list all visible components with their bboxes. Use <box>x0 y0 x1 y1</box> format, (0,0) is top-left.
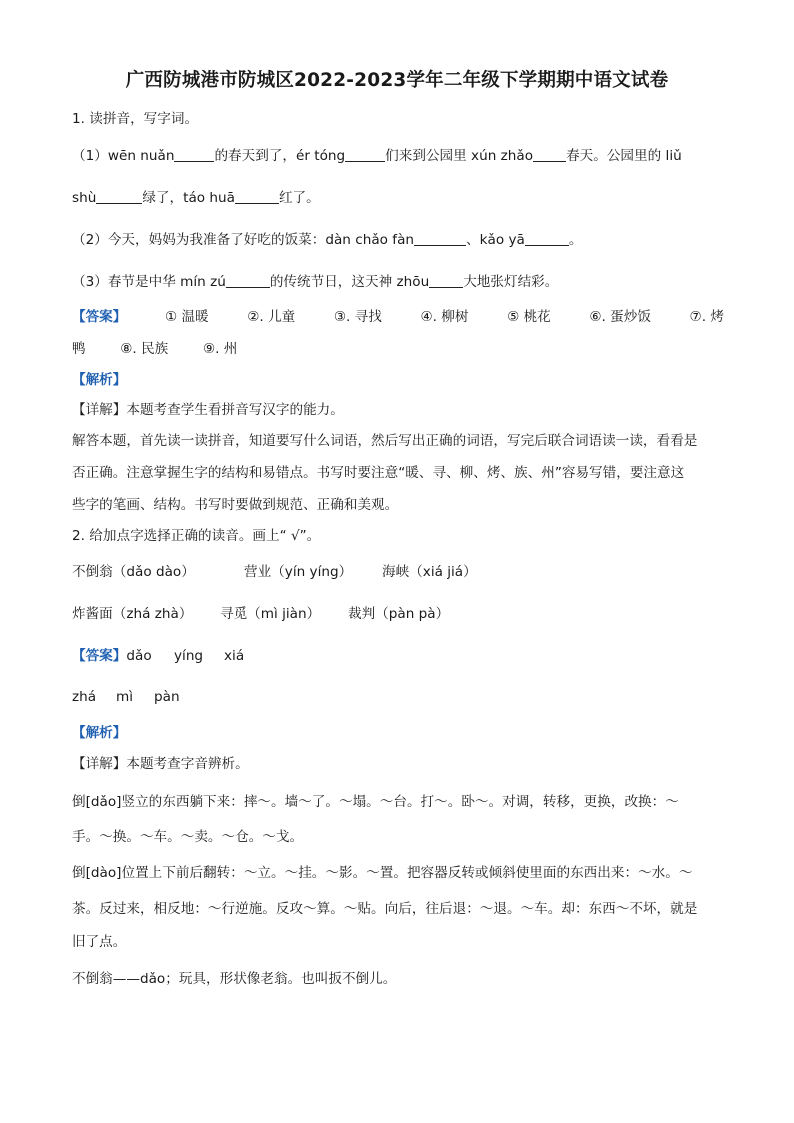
detail-text: 本题考查字音辨析。 <box>126 756 249 772</box>
q1-sub2 <box>72 231 724 249</box>
answer-item: xiá <box>224 648 245 664</box>
definition-line: 手。～换。～车。～卖。～仓。～戈。 <box>72 829 304 845</box>
detail-tag: 【详解】 <box>72 756 127 772</box>
answer-item: zhá <box>72 689 97 705</box>
q1-text: 。 <box>568 232 583 248</box>
q1-sub1-line1 <box>72 147 724 165</box>
analysis-tag: 【解析】 <box>72 372 127 388</box>
q1-text: 的春天到了，ér tóng <box>214 148 346 164</box>
answer-item: pàn <box>154 689 180 705</box>
q1-answer-row1 <box>72 308 724 326</box>
answer-blank[interactable] <box>533 147 566 162</box>
answer-item: 鸭 <box>72 341 86 357</box>
answer-tag: 【答案】 <box>72 309 127 325</box>
q1-answer-row2 <box>72 340 724 358</box>
definition-line: 倒[dǎo]竖立的东西躺下来：摔～。墙～了。～塌。～台。打～。卧～。对调，转移，更换，改换：～ <box>72 794 679 810</box>
page-title: 广西防城港市防城区2022-2023学年二年级下学期期中语文试卷 <box>125 70 669 91</box>
definition-line: 旧了点。 <box>72 934 127 950</box>
q2-detail <box>72 755 724 773</box>
answer-blank[interactable] <box>235 189 279 204</box>
answer-item: ③. 寻找 <box>333 309 382 325</box>
q1-paragraph-line: 否正确。注意掌握生字的结构和易错点。书写时要注意“暖、寻、柳、烤、族、州”容易写错，要注意这 <box>72 465 685 481</box>
q1-text: 们来到公园里 xún zhǎo <box>385 148 534 164</box>
definition-line: 茶。反过来，相反地：～行逆施。反攻～算。～贴。向后，往后退：～退。～车。却：东西～不坏，就是 <box>72 901 698 917</box>
pinyin-option[interactable]: 裁判（pàn pà） <box>348 606 450 622</box>
answer-item: dǎo <box>126 648 152 664</box>
q1-sub1-line2 <box>72 189 724 207</box>
q1-text: （3）春节是中华 mín zú <box>72 274 226 290</box>
answer-item: ⑧. 民族 <box>120 341 169 357</box>
answer-blank[interactable] <box>345 147 385 162</box>
pinyin-option[interactable]: 寻觅（mì jiàn） <box>220 606 321 622</box>
answer-item: mì <box>116 689 134 705</box>
q1-text: 大地张灯结彩。 <box>463 274 559 290</box>
q2-answer-row1 <box>72 647 724 665</box>
pinyin-option[interactable]: 营业（yín yíng） <box>244 564 353 580</box>
answer-item: ⑦. 烤 <box>689 309 724 325</box>
answer-item: ① 温暖 <box>164 309 209 325</box>
q2-stem: 2. 给加点字选择正确的读音。画上“ √”。 <box>72 528 321 544</box>
q1-detail <box>72 401 724 419</box>
detail-text: 本题考查学生看拼音写汉字的能力。 <box>126 402 344 418</box>
answer-blank[interactable] <box>226 273 270 288</box>
answer-item: yíng <box>174 648 204 664</box>
pinyin-option[interactable]: 不倒翁（dǎo dào） <box>72 564 195 580</box>
q1-stem: 1. 读拼音，写字词。 <box>72 111 199 127</box>
answer-blank[interactable] <box>96 189 142 204</box>
q1-text: 红了。 <box>278 190 320 206</box>
detail-tag: 【详解】 <box>72 402 127 418</box>
q1-paragraph-line: 些字的笔画、结构。书写时要做到规范、正确和美观。 <box>72 497 399 513</box>
answer-item: ②. 儿童 <box>247 309 296 325</box>
q1-text: shù <box>72 190 97 206</box>
q1-text: 春天。公园里的 liǔ <box>566 148 682 164</box>
answer-blank[interactable] <box>414 231 466 246</box>
definition-line: 不倒翁——dǎo；玩具，形状像老翁。也叫扳不倒儿。 <box>72 971 397 987</box>
answer-item: ⑨. 州 <box>202 341 238 357</box>
answer-blank[interactable] <box>525 231 569 246</box>
q1-sub3 <box>72 273 724 291</box>
answer-item: ⑥. 蛋炒饭 <box>589 309 651 325</box>
q1-text: （1）wēn nuǎn <box>72 148 175 164</box>
definition-line: 倒[dào]位置上下前后翻转：～立。～挂。～影。～置。把容器反转或倾斜使里面的东西出来：～水。～ <box>72 865 693 881</box>
pinyin-option[interactable]: 炸酱面（zhá zhà） <box>72 606 193 622</box>
q1-text: （2）今天，妈妈为我准备了好吃的饭菜：dàn chǎo fàn <box>72 232 415 248</box>
answer-item: ⑤ 桃花 <box>507 309 551 325</box>
q1-paragraph-line: 解答本题，首先读一读拼音，知道要写什么词语，然后写出正确的词语，写完后联合词语读一读，看看是 <box>72 433 698 449</box>
answer-tag: 【答案】 <box>72 648 127 664</box>
q1-text: 绿了，táo huā <box>142 190 235 206</box>
q1-text: 、kǎo yā <box>466 232 525 248</box>
answer-item: ④. 柳树 <box>420 309 469 325</box>
analysis-tag: 【解析】 <box>72 725 127 741</box>
answer-blank[interactable] <box>174 147 214 162</box>
answer-blank[interactable] <box>429 273 463 288</box>
q1-text: 的传统节日，这天神 zhōu <box>269 274 430 290</box>
pinyin-option[interactable]: 海峡（xiá jiá） <box>382 564 477 580</box>
